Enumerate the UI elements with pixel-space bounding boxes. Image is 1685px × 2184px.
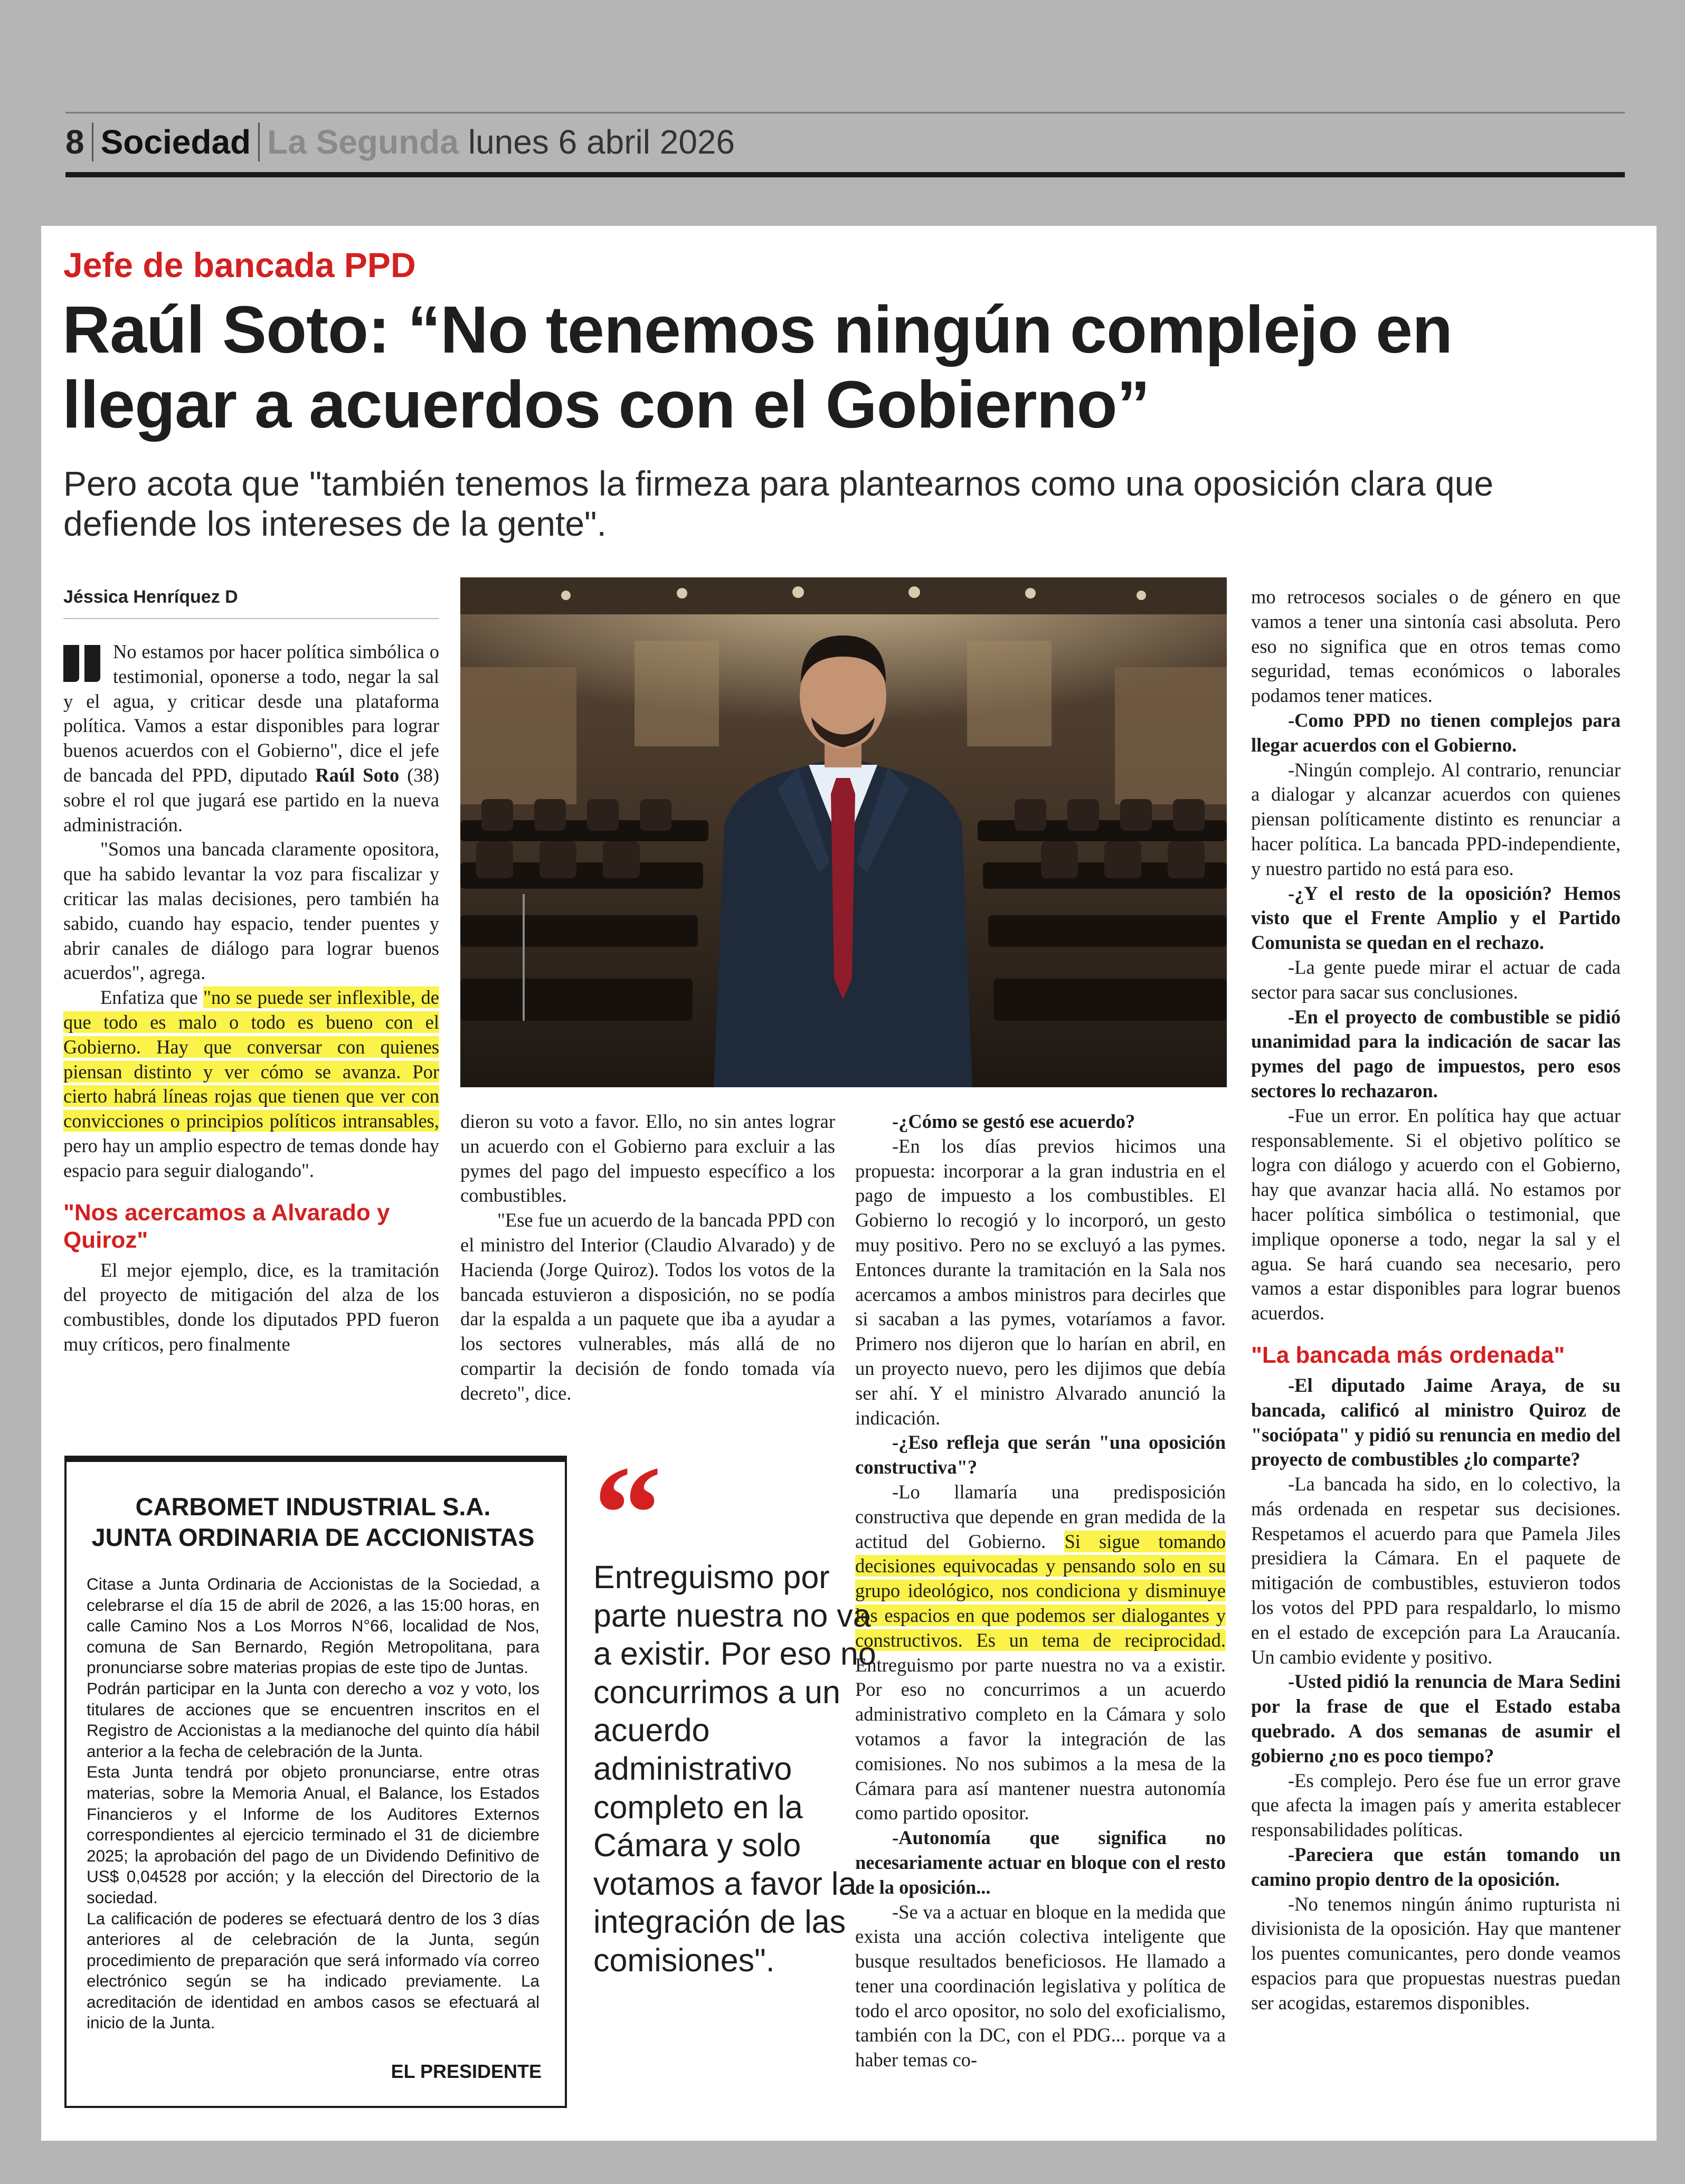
answer: -Lo llamaría una predisposición constructiva que depende en gran medida de la actitud del Gobierno. Si sigue tomando decisiones equivocadas y pensando solo en su grupo ideológico, nos condiciona y disminuye los espacios en que podemos ser dialogantes y constructivos. Es un tema de reciprocidad. Entreguismo por parte nuestra no va a existir. Por eso no concurrimos a un acuerdo administrativo completo en la Cámara y solo votamos a favor la integración de las comisiones. No nos subimos a la mesa de la Cámara para así mantener nuestra autonomía como partido opositor. — [855, 1480, 1226, 1824]
question: -Usted pidió la renuncia de Mara Sedini por la frase de que el Estado estaba quebrado. A dos semanas de asumir el gobierno ¿no es poco tiempo? — [1251, 1670, 1621, 1767]
kicker: Jefe de bancada PPD — [63, 245, 416, 284]
answer: -No tenemos ningún ánimo rupturista ni divisionista de la oposición. Hay que mantener los puentes comunicantes, pero donde veamos espacios para que propuestas nuestras puedan ser acogidas, estaremos disponibles. — [1251, 1893, 1621, 2014]
paragraph: El mejor ejemplo, dice, es la tramitación del proyecto de mitigación del alza de los combustibles, donde los diputados PPD fueron muy críticos, pero finalmente — [63, 1259, 439, 1355]
column-2 — [460, 1109, 835, 1406]
highlighted-text: "no se puede ser inflexible, de que todo es malo o todo es bueno con el Gobierno. Hay que conversar con quienes piensan distinto y ver cómo se avanza. Por cierto habrá líneas rojas que tienen que ver con convicciones o principios políticos intransables, — [63, 986, 439, 1132]
article-page — [41, 226, 1656, 2141]
paragraph: "Somos una bancada claramente opositora, que ha sabido levantar la voz para fiscalizar y criticar las malas decisiones, pero también ha sabido, cuando hay espacio, tender puentes y abrir canales de diálogo para lograr buenos acuerdos", agrega. — [63, 838, 439, 984]
raul-soto-photo — [460, 577, 1227, 1087]
pull-quote-text: Entreguismo por parte nuestra no va a existir. Por eso no concurrimos a un acuerdo administrativo completo en la Cámara y solo votamos a favor la integración de las comisiones". — [593, 1559, 876, 1978]
answer: -Es complejo. Pero ése fue un error grave que afecta la imagen país y amerita establecer responsabilidades políticas. — [1251, 1769, 1621, 1841]
paragraph: No estamos por hacer política simbólica o testimonial, oponerse a todo, negar la sal y el agua, y criticar desde una plataforma política. Vamos a estar disponibles para lograr buenos acuerdos con el Gobierno", dice el jefe de bancada del PPD, diputado Raúl Soto (38) sobre el rol que jugará ese partido en la nueva administración. — [63, 641, 439, 835]
question: -En el proyecto de combustible se pidió unanimidad para la indicación de sacar las pymes del pago de impuestos, pero esos sectores lo rechazaron. — [1251, 1005, 1621, 1102]
column-1 — [63, 640, 439, 1357]
question: -¿Cómo se gestó ese acuerdo? — [892, 1110, 1135, 1132]
answer: -En los días previos hicimos una propuesta: incorporar a la gran industria en el pago de impuesto a los combustibles. El Gobierno lo recogió y lo incorporó, un gesto muy positivo. Pero no se excluyó a las pymes. Entonces durante la tramitación en la Sala nos acercamos a ambos ministros para decirles que si sacaban a las pymes, votaríamos a favor. Primero nos dijeron que lo harían en abril, en un proyecto nuevo, pero les dijimos que debía ser ahí. Y el ministro Alvarado anunció la indicación. — [855, 1135, 1226, 1429]
name-emphasis: Raúl Soto — [315, 764, 400, 786]
question: -Como PPD no tienen complejos para llegar acuerdos con el Gobierno. — [1251, 709, 1621, 756]
answer: -Ningún complejo. Al contrario, renunciar a dialogar y alcanzar acuerdos con quienes piensan políticamente distinto es renunciar a hacer política. La bancada PPD-independiente, y nuestro partido no está para eso. — [1251, 758, 1621, 879]
paragraph: "Ese fue un acuerdo de la bancada PPD con el ministro del Interior (Claudio Alvarado) y de Hacienda (Jorge Quiroz). Todos los votos de la bancada estuvieron a disposición, no se podía dar la espalda a un paquete que iba a ayudar a los sectores vulnerables, más allá de no compartir la decisión de fondo tomada vía decreto", dice. — [460, 1209, 835, 1404]
issue-date: lunes 6 abril 2026 — [468, 123, 735, 161]
headline: Raúl Soto: “No tenemos ningún complejo en llegar a acuerdos con el Gobierno” — [62, 292, 1453, 442]
byline: Jéssica Henríquez D — [63, 587, 439, 619]
question: -Pareciera que están tomando un camino propio dentro de la oposición. — [1251, 1844, 1621, 1890]
question: -Autonomía que significa no necesariamente actuar en bloque con el resto de la oposición... — [855, 1827, 1226, 1898]
paragraph: Enfatiza que "no se puede ser inflexible, de que todo es malo o todo es bueno con el Gobierno. Hay que conversar con quienes piensan distinto y ver cómo se avanza. Por cierto habrá líneas rojas que tienen que ver con convicciones o principios políticos intransables, pero hay un amplio espectro de temas donde hay espacio para seguir dialogando". — [63, 986, 439, 1181]
answer: -La gente puede mirar el actuar de cada sector para sacar sus conclusiones. — [1251, 956, 1621, 1003]
answer: -La bancada ha sido, en lo colectivo, la más ordenada en respetar sus decisiones. Respetamos el acuerdo para que Pamela Jiles presidiera la Cámara. En el paquete de mitigación de combustibles, estuvieron todos los votos del PPD para respaldarlo, lo mismo en el estado de excepción para La Araucanía. Un cambio evidente y positivo. — [1251, 1473, 1621, 1668]
newspaper-name: La Segunda — [258, 122, 468, 162]
notice-paragraph: Podrán participar en la Junta con derecho a voz y voto, los titulares de acciones que se encuentren inscritos en el Registro de Accionistas a la medianoche del quinto día hábil anterior a la fecha de celebración de la Junta. — [87, 1678, 539, 1761]
deck: Pero acota que "también tenemos la firmeza para plantearnos como una oposición clara que defiende los intereses de la gente". — [63, 464, 1494, 543]
open-quote-icon — [63, 645, 106, 684]
pull-quote — [593, 1438, 878, 1980]
column-4 — [1251, 585, 1621, 2016]
notice-title: CARBOMET INDUSTRIAL S.A. JUNTA ORDINARIA DE ACCIONISTAS — [91, 1493, 535, 1551]
highlighted-text: Si sigue tomando decisiones equivocadas y pensando solo en su grupo ideológico, nos condiciona y disminuye los espacios en que podemos ser dialogantes y constructivos. Es un tema de reciprocidad. — [855, 1530, 1226, 1651]
question: -¿Y el resto de la oposición? Hemos visto que el Frente Amplio y el Partido Comunista se quedan en el rechazo. — [1251, 882, 1621, 954]
header-top-rule — [65, 112, 1625, 113]
answer-continued: mo retrocesos sociales o de género en que vamos a tener una sintonía casi absoluta. Pero eso no significa que en otros temas como seguridad, temas económicos o laborales podamos tener matices. — [1251, 586, 1621, 707]
page-number: 8 — [65, 123, 84, 161]
subheading: "La bancada más ordenada" — [1251, 1342, 1565, 1368]
column-3 — [855, 1109, 1226, 2073]
section-name: Sociedad — [92, 122, 259, 162]
subheading: "Nos acercamos a Alvarado y Quiroz" — [63, 1199, 390, 1253]
notice-paragraph: La calificación de poderes se efectuará dentro de los 3 días anteriores al de celebración de la Junta, según procedimiento de preparación que será informado vía correo electrónico según se ha indicado previamente. La acreditación de identidad en ambos casos se efectuará al inicio de la Junta. — [87, 1908, 539, 2033]
answer: -Fue un error. En política hay que actuar responsablemente. Si el objetivo político se logra con diálogo y acuerdo con el Gobierno, hay que avanzar hacia allá. No estamos por hacer política simbólica o testimonial, que implique oponerse a todo, negar la sal y el agua. Se hará cuando sea necesario, pero vamos a estar disponibles para lograr buenos acuerdos. — [1251, 1104, 1621, 1324]
header-bottom-rule — [65, 172, 1625, 177]
notice-paragraph: Esta Junta tendrá por objeto pronunciarse, entre otras materias, sobre la Memoria Anual, el Balance, los Estados Financieros y el Informe de los Auditores Externos correspondientes al ejercicio terminado el 31 de diciembre 2025; la aprobación del pago de un Dividendo Definitivo de US$ 0,04528 por acción; y la elección del Directorio de la sociedad. — [87, 1762, 539, 1907]
notice-paragraph: Citase a Junta Ordinaria de Accionistas de la Sociedad, a celebrarse el día 15 de abril de 2026, a las 15:00 horas, en calle Camino Nos a Los Morros N°66, localidad de Nos, comuna de San Bernardo, Región Metropolitana, para pronunciarse sobre materias propias de este tipo de Juntas. — [87, 1574, 539, 1677]
shareholders-notice — [64, 1456, 567, 2108]
notice-signature: EL PRESIDENTE — [391, 2060, 542, 2082]
running-header — [65, 105, 1625, 178]
question: -¿Eso refleja que serán "una oposición constructiva"? — [855, 1431, 1226, 1478]
answer: -Se va a actuar en bloque en la medida que exista una acción colectiva inteligente que busque resultados beneficiosos. He llamado a tener una coordinación legislativa y política de todo el arco opositor, no solo del exoficialismo, también con la DC, con el PDG... porque va a haber temas co- — [855, 1901, 1226, 2071]
question: -El diputado Jaime Araya, de su bancada, calificó al ministro Quiroz de "sociópata" y pidió su renuncia en medio del proyecto de combustibles ¿lo comparte? — [1251, 1374, 1621, 1470]
quote-mark-icon: “ — [593, 1438, 662, 1590]
notice-body — [87, 1574, 539, 2034]
paragraph: dieron su voto a favor. Ello, no sin antes lograr un acuerdo con el Gobierno para excluir a las pymes del pago del impuesto específico a los combustibles. — [460, 1110, 835, 1207]
